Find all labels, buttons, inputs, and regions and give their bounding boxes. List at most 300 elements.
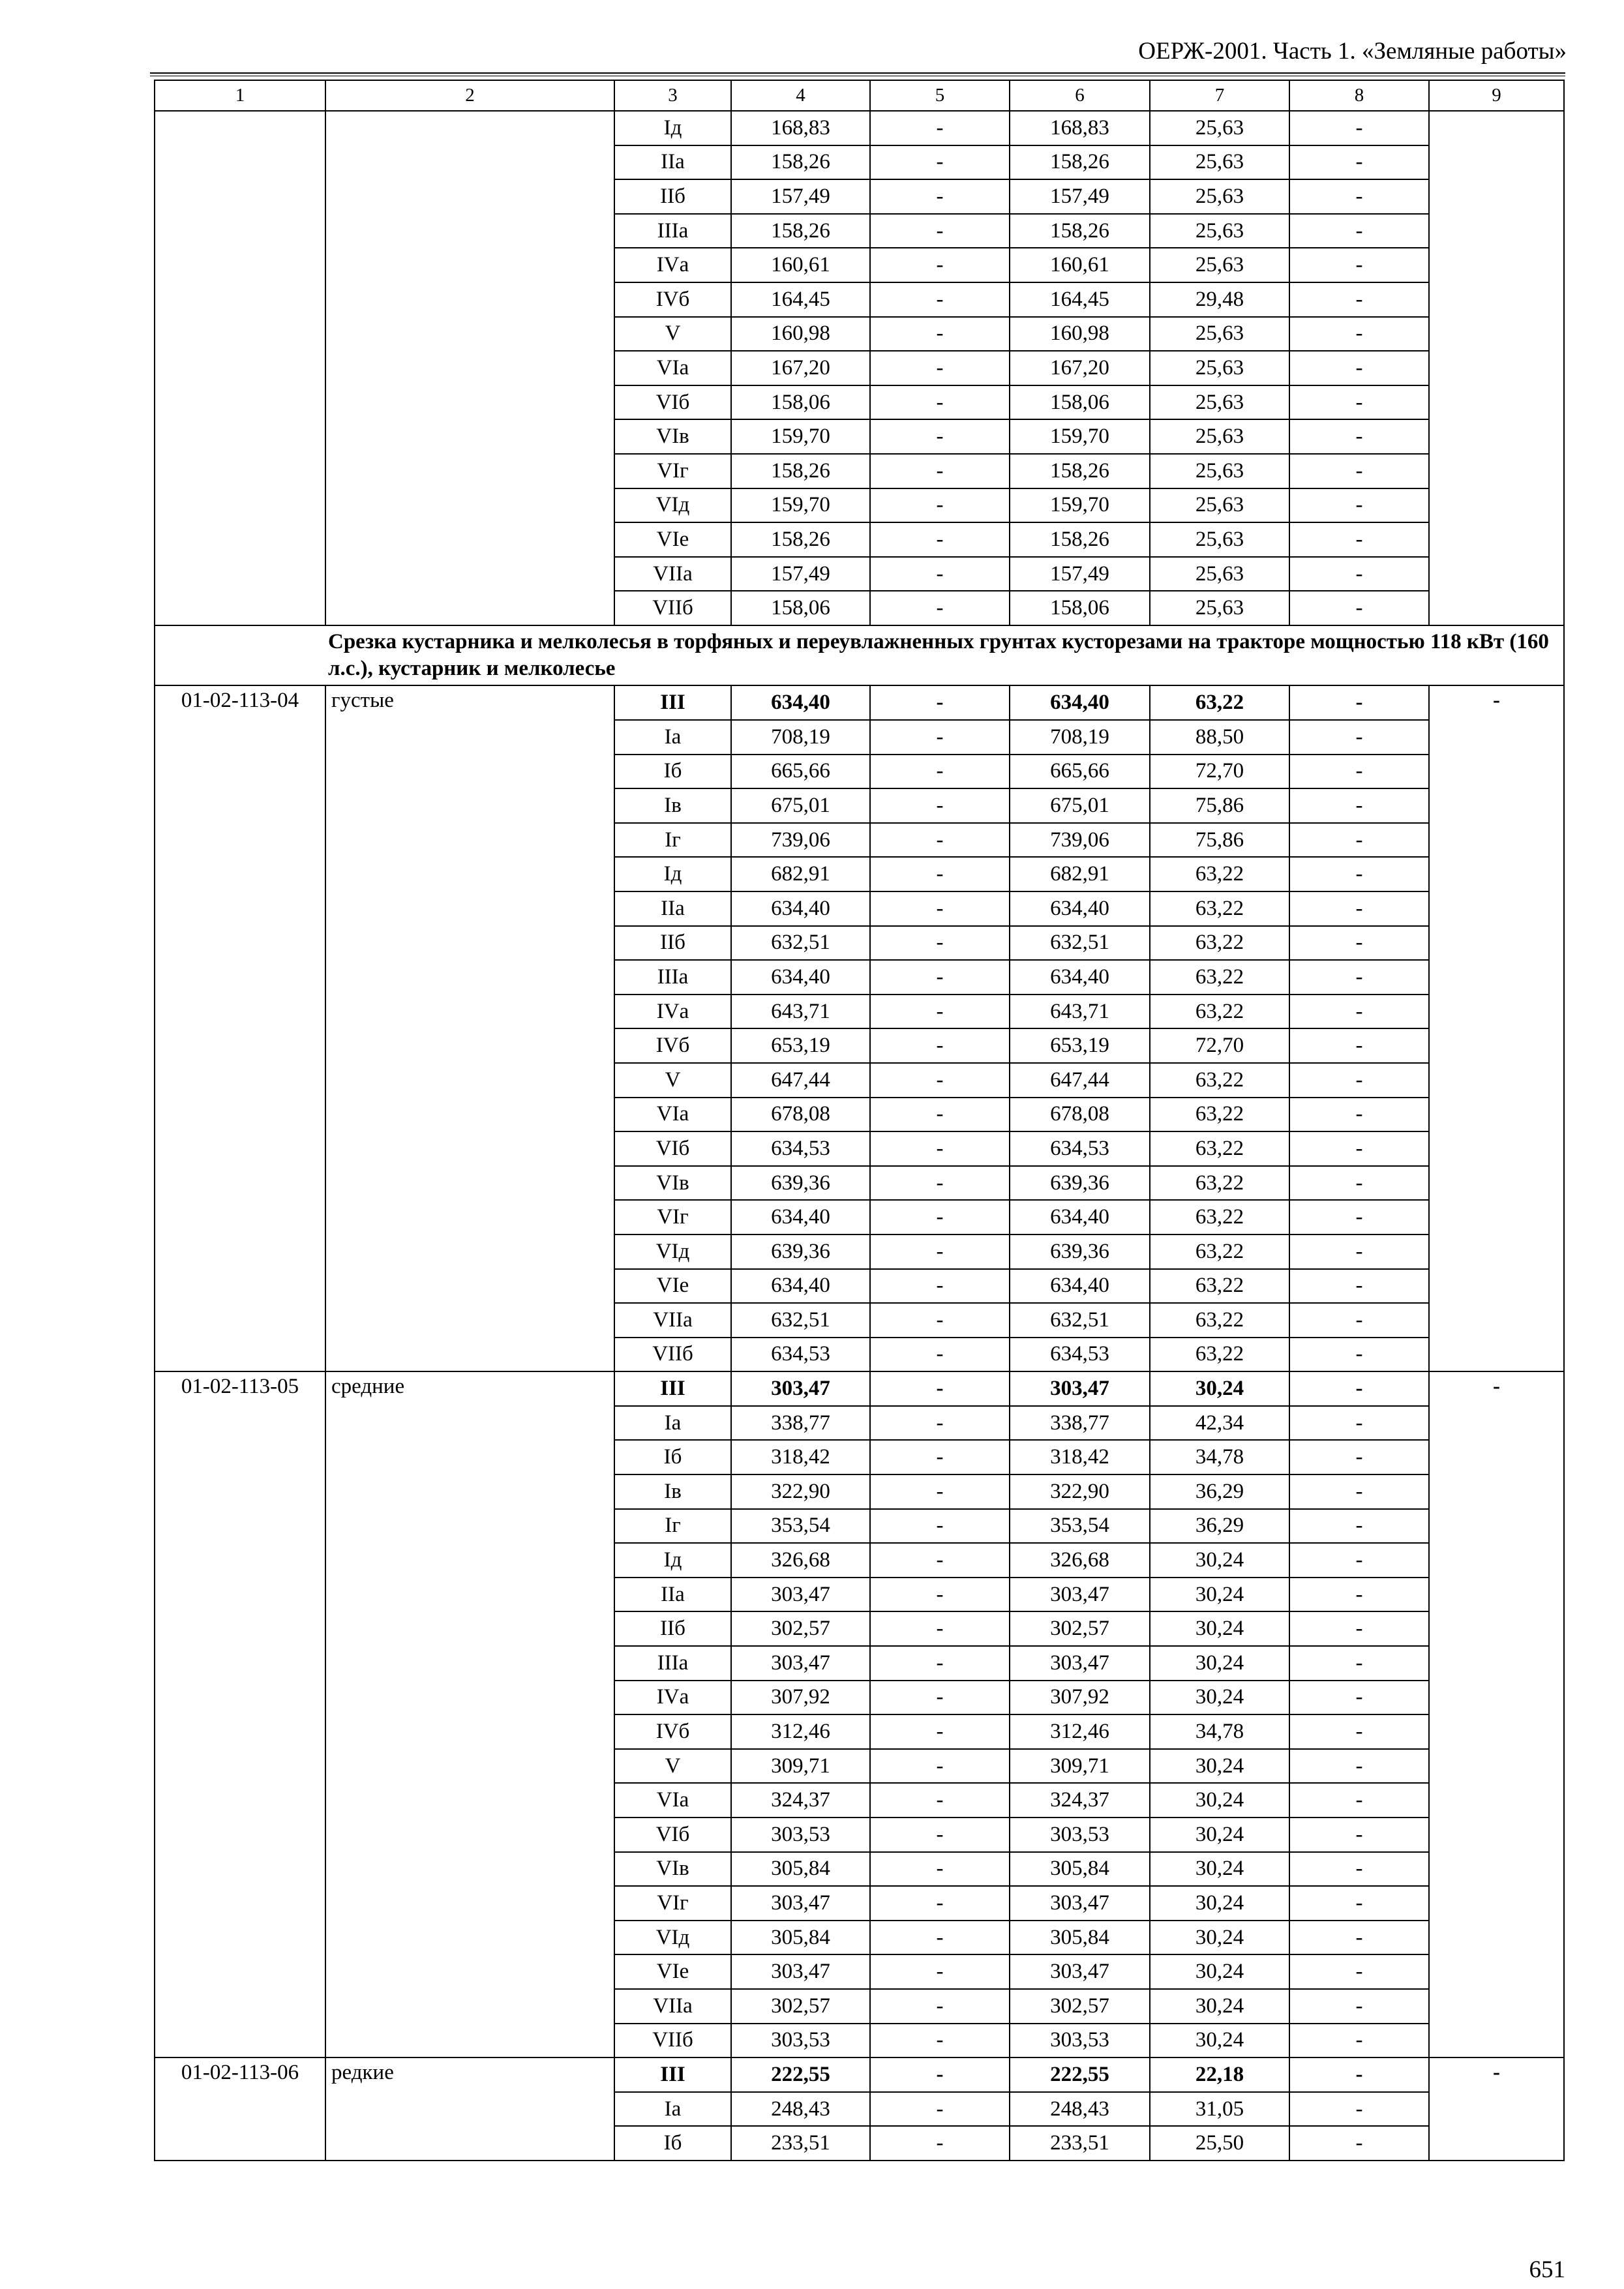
soil-group-cell: IVб — [614, 1028, 731, 1063]
value-cell: 30,24 — [1150, 1921, 1289, 1955]
value-cell: - — [870, 891, 1010, 926]
value-cell: 159,70 — [1010, 419, 1150, 454]
value-cell: - — [1289, 1509, 1429, 1544]
soil-group-cell: VIе — [614, 522, 731, 557]
value-cell: - — [1289, 823, 1429, 858]
value-cell: - — [870, 214, 1010, 248]
section-title: Срезка кустарника и мелколесья в торфяных и переувлажненных грунтах кусторезами на тракторе мощностью 118 кВт (160 л.с.), кустарник и мелколесье — [325, 625, 1564, 686]
value-cell: 634,40 — [1010, 685, 1150, 720]
value-cell: 634,40 — [731, 1200, 870, 1234]
value-cell: 303,47 — [1010, 1578, 1150, 1612]
value-cell: - — [870, 1783, 1010, 1818]
norm-code: 01-02-113-05 — [155, 1371, 325, 2057]
value-cell: - — [1289, 1303, 1429, 1338]
value-cell: 303,53 — [731, 1818, 870, 1852]
value-cell: 634,53 — [1010, 1131, 1150, 1166]
value-cell: 665,66 — [1010, 755, 1150, 789]
value-cell: - — [1289, 1989, 1429, 2024]
soil-group-cell: Iб — [614, 1440, 731, 1474]
soil-group-cell: IIа — [614, 891, 731, 926]
value-cell: - — [870, 1989, 1010, 2024]
value-cell: - — [1289, 1954, 1429, 1989]
value-cell: 158,26 — [731, 214, 870, 248]
value-cell: 25,63 — [1150, 454, 1289, 488]
value-cell: - — [870, 454, 1010, 488]
value-cell: 222,55 — [731, 2057, 870, 2092]
value-cell: 168,83 — [1010, 111, 1150, 145]
value-cell: 30,24 — [1150, 1646, 1289, 1681]
value-cell: 157,49 — [731, 179, 870, 214]
soil-group-cell: VIIа — [614, 1303, 731, 1338]
value-cell: 30,24 — [1150, 1749, 1289, 1784]
value-cell: 63,22 — [1150, 857, 1289, 891]
soil-group-cell: IIб — [614, 179, 731, 214]
value-cell: 338,77 — [1010, 1406, 1150, 1441]
value-cell: 632,51 — [731, 1303, 870, 1338]
value-cell: 302,57 — [1010, 1611, 1150, 1646]
value-cell: 159,70 — [1010, 488, 1150, 523]
value-cell: - — [1289, 1371, 1429, 1406]
value-cell: - — [870, 1749, 1010, 1784]
soil-group-cell: VIв — [614, 1166, 731, 1201]
value-cell: 30,24 — [1150, 1852, 1289, 1887]
value-cell: - — [870, 1406, 1010, 1441]
value-cell: 30,24 — [1150, 1989, 1289, 2024]
soil-group-cell: V — [614, 317, 731, 352]
value-cell: - — [1289, 1028, 1429, 1063]
value-cell: - — [870, 1234, 1010, 1269]
value-cell: - — [1289, 685, 1429, 720]
value-cell: 25,63 — [1150, 385, 1289, 420]
soil-group-cell: VIд — [614, 1921, 731, 1955]
value-cell: 158,26 — [1010, 522, 1150, 557]
column-number: 2 — [325, 80, 614, 111]
value-cell: - — [1289, 282, 1429, 317]
value-cell: 307,92 — [731, 1681, 870, 1715]
value-cell: 303,47 — [731, 1578, 870, 1612]
value-cell: 634,53 — [1010, 1338, 1150, 1372]
value-cell: 634,40 — [1010, 891, 1150, 926]
value-cell: 157,49 — [1010, 557, 1150, 591]
value-cell: - — [1289, 788, 1429, 823]
value-cell: - — [1289, 1440, 1429, 1474]
value-cell: - — [1289, 1131, 1429, 1166]
value-cell: - — [1289, 351, 1429, 385]
value-cell: - — [870, 685, 1010, 720]
value-cell: 63,22 — [1150, 1200, 1289, 1234]
norm-code: 01-02-113-06 — [155, 2057, 325, 2161]
value-cell: 25,63 — [1150, 522, 1289, 557]
soil-group-cell: Iд — [614, 111, 731, 145]
value-cell: 303,53 — [1010, 1818, 1150, 1852]
value-cell: - — [1289, 522, 1429, 557]
value-cell: - — [1289, 995, 1429, 1029]
value-cell: - — [870, 317, 1010, 352]
soil-group-cell: VIг — [614, 1886, 731, 1921]
soil-group-cell: VIд — [614, 1234, 731, 1269]
column-number: 7 — [1150, 80, 1289, 111]
value-cell: 634,53 — [731, 1131, 870, 1166]
soil-group-cell: VIг — [614, 1200, 731, 1234]
value-cell: - — [1289, 317, 1429, 352]
value-cell: 167,20 — [731, 351, 870, 385]
soil-group-cell: Iг — [614, 1509, 731, 1544]
soil-group-cell: Iб — [614, 2126, 731, 2161]
soil-group-cell: VIв — [614, 419, 731, 454]
soil-group-cell: Iа — [614, 720, 731, 755]
value-cell: - — [1289, 1681, 1429, 1715]
value-cell: - — [1289, 1578, 1429, 1612]
value-cell: - — [1289, 2057, 1429, 2092]
value-cell: 643,71 — [731, 995, 870, 1029]
value-cell: 75,86 — [1150, 788, 1289, 823]
value-cell: 63,22 — [1150, 995, 1289, 1029]
value-cell: 63,22 — [1150, 1063, 1289, 1098]
value-cell: 303,47 — [731, 1371, 870, 1406]
value-cell: 708,19 — [1010, 720, 1150, 755]
value-cell: 25,63 — [1150, 111, 1289, 145]
table-row — [155, 685, 1564, 720]
value-cell: - — [1289, 1611, 1429, 1646]
value-cell: - — [1289, 1098, 1429, 1132]
value-cell: - — [870, 419, 1010, 454]
value-cell: 739,06 — [731, 823, 870, 858]
value-cell: - — [1289, 214, 1429, 248]
value-cell: 233,51 — [731, 2126, 870, 2161]
norm-name: густые — [325, 685, 614, 1371]
value-cell: 63,22 — [1150, 1131, 1289, 1166]
value-cell: 75,86 — [1150, 823, 1289, 858]
column-number: 5 — [870, 80, 1010, 111]
value-cell: - — [1429, 2057, 1564, 2161]
value-cell: 647,44 — [1010, 1063, 1150, 1098]
value-cell: - — [1429, 685, 1564, 1371]
value-cell: - — [1289, 1200, 1429, 1234]
soil-group-cell: Iа — [614, 2092, 731, 2127]
soil-group-cell: V — [614, 1749, 731, 1784]
value-cell: 634,40 — [731, 685, 870, 720]
value-cell: 324,37 — [731, 1783, 870, 1818]
value-cell: - — [870, 1852, 1010, 1887]
value-cell: 639,36 — [731, 1234, 870, 1269]
value-cell: - — [1289, 557, 1429, 591]
value-cell: 25,63 — [1150, 557, 1289, 591]
value-cell: - — [1289, 891, 1429, 926]
value-cell: - — [1289, 1063, 1429, 1098]
value-cell: 302,57 — [731, 1989, 870, 2024]
value-cell: - — [870, 488, 1010, 523]
soil-group-cell: VIIа — [614, 557, 731, 591]
soil-group-cell: IIа — [614, 1578, 731, 1612]
value-cell: - — [1289, 755, 1429, 789]
soil-group-cell: III — [614, 685, 731, 720]
value-cell: 318,42 — [1010, 1440, 1150, 1474]
value-cell: 63,22 — [1150, 685, 1289, 720]
value-cell: - — [870, 755, 1010, 789]
norms-table — [154, 80, 1565, 2161]
value-cell: 634,40 — [1010, 1200, 1150, 1234]
value-cell: 303,53 — [731, 2024, 870, 2058]
value-cell: - — [870, 1098, 1010, 1132]
value-cell: - — [870, 2024, 1010, 2058]
value-cell: - — [870, 1886, 1010, 1921]
table-row — [155, 2057, 1564, 2092]
value-cell: 302,57 — [1010, 1989, 1150, 2024]
value-cell: 632,51 — [731, 926, 870, 961]
value-cell: - — [1289, 1783, 1429, 1818]
value-cell: 158,26 — [1010, 214, 1150, 248]
value-cell: 29,48 — [1150, 282, 1289, 317]
value-cell: 303,47 — [1010, 1646, 1150, 1681]
value-cell: 25,63 — [1150, 591, 1289, 625]
column-number: 3 — [614, 80, 731, 111]
soil-group-cell: VIIб — [614, 2024, 731, 2058]
value-cell: 36,29 — [1150, 1474, 1289, 1509]
value-cell: 30,24 — [1150, 1818, 1289, 1852]
value-cell: 653,19 — [731, 1028, 870, 1063]
value-cell: 158,06 — [1010, 591, 1150, 625]
soil-group-cell: Iд — [614, 1543, 731, 1578]
value-cell: - — [870, 1200, 1010, 1234]
value-cell: 30,24 — [1150, 1371, 1289, 1406]
norm-name: редкие — [325, 2057, 614, 2161]
value-cell: 248,43 — [731, 2092, 870, 2127]
value-cell: 63,22 — [1150, 1234, 1289, 1269]
value-cell: 678,08 — [1010, 1098, 1150, 1132]
value-cell: 303,47 — [731, 1886, 870, 1921]
value-cell: - — [870, 2126, 1010, 2161]
value-cell: 158,06 — [1010, 385, 1150, 420]
value-cell: 30,24 — [1150, 2024, 1289, 2058]
value-cell: 634,40 — [1010, 960, 1150, 995]
value-cell: 632,51 — [1010, 926, 1150, 961]
value-cell: 158,26 — [731, 522, 870, 557]
value-cell: - — [870, 720, 1010, 755]
value-cell: 643,71 — [1010, 995, 1150, 1029]
value-cell: 63,22 — [1150, 926, 1289, 961]
value-cell: 167,20 — [1010, 351, 1150, 385]
page-number: 651 — [1529, 2256, 1565, 2283]
value-cell: 303,47 — [731, 1646, 870, 1681]
value-cell: 25,50 — [1150, 2126, 1289, 2161]
value-cell: - — [870, 823, 1010, 858]
value-cell: 639,36 — [1010, 1234, 1150, 1269]
value-cell: 312,46 — [1010, 1714, 1150, 1749]
name-cell — [325, 111, 614, 625]
value-cell: 22,18 — [1150, 2057, 1289, 2092]
value-cell: 303,47 — [731, 1954, 870, 1989]
column-number: 6 — [1010, 80, 1150, 111]
value-cell: - — [870, 1269, 1010, 1304]
value-cell: - — [1289, 1852, 1429, 1887]
value-cell: 312,46 — [731, 1714, 870, 1749]
value-cell: 63,22 — [1150, 960, 1289, 995]
value-cell: 30,24 — [1150, 1681, 1289, 1715]
value-cell: - — [1289, 591, 1429, 625]
value-cell: 739,06 — [1010, 823, 1150, 858]
value-cell: 682,91 — [731, 857, 870, 891]
value-cell: 34,78 — [1150, 1714, 1289, 1749]
value-cell: - — [1289, 2126, 1429, 2161]
value-cell: - — [1289, 385, 1429, 420]
value-cell: 665,66 — [731, 755, 870, 789]
value-cell: 233,51 — [1010, 2126, 1150, 2161]
value-cell: 639,36 — [731, 1166, 870, 1201]
value-cell: - — [870, 926, 1010, 961]
value-cell: - — [870, 1611, 1010, 1646]
value-cell: 634,40 — [731, 960, 870, 995]
value-cell: 305,84 — [731, 1852, 870, 1887]
column-number: 8 — [1289, 80, 1429, 111]
value-cell: 305,84 — [1010, 1852, 1150, 1887]
value-cell: - — [870, 857, 1010, 891]
value-cell: 305,84 — [731, 1921, 870, 1955]
value-cell: 34,78 — [1150, 1440, 1289, 1474]
value-cell: 302,57 — [731, 1611, 870, 1646]
value-cell: 63,22 — [1150, 1338, 1289, 1372]
value-cell: 158,26 — [731, 454, 870, 488]
value-cell: 324,37 — [1010, 1783, 1150, 1818]
value-cell: 305,84 — [1010, 1921, 1150, 1955]
value-cell: 42,34 — [1150, 1406, 1289, 1441]
value-cell: - — [870, 1474, 1010, 1509]
soil-group-cell: IVа — [614, 248, 731, 282]
value-cell: 164,45 — [1010, 282, 1150, 317]
value-cell: 322,90 — [731, 1474, 870, 1509]
soil-group-cell: Iв — [614, 788, 731, 823]
value-cell: 25,63 — [1150, 351, 1289, 385]
value-cell: 634,40 — [731, 1269, 870, 1304]
soil-group-cell: III — [614, 1371, 731, 1406]
value-cell: 675,01 — [731, 788, 870, 823]
soil-group-cell: III — [614, 2057, 731, 2092]
section-blank — [155, 625, 325, 686]
value-cell: 307,92 — [1010, 1681, 1150, 1715]
value-cell: - — [1289, 1714, 1429, 1749]
value-cell: 25,63 — [1150, 488, 1289, 523]
value-cell: - — [870, 591, 1010, 625]
value-cell: - — [870, 2057, 1010, 2092]
table-row — [155, 1371, 1564, 1406]
value-cell: 303,47 — [1010, 1954, 1150, 1989]
value-cell: - — [1289, 488, 1429, 523]
soil-group-cell: VIб — [614, 1818, 731, 1852]
value-cell: 353,54 — [731, 1509, 870, 1544]
norm-code: 01-02-113-04 — [155, 685, 325, 1371]
value-cell: - — [870, 351, 1010, 385]
soil-group-cell: VIв — [614, 1852, 731, 1887]
value-cell: - — [870, 1646, 1010, 1681]
value-cell: - — [1289, 2092, 1429, 2127]
value-cell: 353,54 — [1010, 1509, 1150, 1544]
value-cell: - — [1289, 857, 1429, 891]
value-cell: 158,26 — [1010, 145, 1150, 180]
value-cell: - — [870, 1440, 1010, 1474]
value-cell: - — [870, 1338, 1010, 1372]
code-cell — [155, 111, 325, 625]
value-cell: 30,24 — [1150, 1954, 1289, 1989]
soil-group-cell: IIIа — [614, 1646, 731, 1681]
value-cell: - — [870, 111, 1010, 145]
value-cell: - — [870, 2092, 1010, 2127]
value-cell: 647,44 — [731, 1063, 870, 1098]
column-number-row — [155, 80, 1564, 111]
soil-group-cell: VIб — [614, 1131, 731, 1166]
value-cell: - — [1289, 1166, 1429, 1201]
value-cell: 63,22 — [1150, 891, 1289, 926]
soil-group-cell: V — [614, 1063, 731, 1098]
value-cell: - — [870, 1578, 1010, 1612]
value-cell: 25,63 — [1150, 419, 1289, 454]
value-cell: - — [1289, 2024, 1429, 2058]
value-cell: 30,24 — [1150, 1783, 1289, 1818]
value-cell: 63,22 — [1150, 1303, 1289, 1338]
value-cell: - — [870, 1371, 1010, 1406]
value-cell: - — [1289, 1269, 1429, 1304]
value-cell: 160,61 — [1010, 248, 1150, 282]
soil-group-cell: Iд — [614, 857, 731, 891]
column-number: 9 — [1429, 80, 1564, 111]
value-cell: 72,70 — [1150, 1028, 1289, 1063]
value-cell: - — [870, 1818, 1010, 1852]
value-cell: 309,71 — [731, 1749, 870, 1784]
soil-group-cell: VIг — [614, 454, 731, 488]
soil-group-cell: VIб — [614, 385, 731, 420]
value-cell: - — [1289, 1234, 1429, 1269]
value-cell: - — [1289, 1406, 1429, 1441]
soil-group-cell: VIа — [614, 1098, 731, 1132]
value-cell: 158,06 — [731, 385, 870, 420]
value-cell: 157,49 — [1010, 179, 1150, 214]
soil-group-cell: VIIб — [614, 591, 731, 625]
value-cell: 303,53 — [1010, 2024, 1150, 2058]
value-cell: 63,22 — [1150, 1166, 1289, 1201]
value-cell: 160,61 — [731, 248, 870, 282]
value-cell: 222,55 — [1010, 2057, 1150, 2092]
value-cell: 25,63 — [1150, 214, 1289, 248]
header-rule — [150, 72, 1565, 76]
value-cell: - — [870, 960, 1010, 995]
value-cell: 326,68 — [1010, 1543, 1150, 1578]
value-cell: - — [1429, 1371, 1564, 2057]
value-cell: 25,63 — [1150, 317, 1289, 352]
value-cell: - — [870, 145, 1010, 180]
soil-group-cell: VIе — [614, 1269, 731, 1304]
value-cell: 303,47 — [1010, 1886, 1150, 1921]
value-cell: - — [870, 1714, 1010, 1749]
soil-group-cell: Iб — [614, 755, 731, 789]
value-cell: - — [1289, 1338, 1429, 1372]
value-cell: 639,36 — [1010, 1166, 1150, 1201]
value-cell: - — [1289, 1886, 1429, 1921]
value-cell: - — [870, 1131, 1010, 1166]
soil-group-cell: IIб — [614, 926, 731, 961]
soil-group-cell: IIIа — [614, 214, 731, 248]
page-header-title: ОЕРЖ-2001. Часть 1. «Земляные работы» — [1138, 38, 1567, 65]
column-number: 1 — [155, 80, 325, 111]
value-cell: - — [1289, 1921, 1429, 1955]
value-cell: 25,63 — [1150, 248, 1289, 282]
value-cell: - — [870, 385, 1010, 420]
value-cell: - — [870, 522, 1010, 557]
value-cell: 682,91 — [1010, 857, 1150, 891]
value-cell: - — [1289, 111, 1429, 145]
value-cell: - — [870, 1063, 1010, 1098]
value-cell: 634,53 — [731, 1338, 870, 1372]
value-cell: - — [1289, 248, 1429, 282]
value-cell: - — [1289, 179, 1429, 214]
value-cell: 158,06 — [731, 591, 870, 625]
